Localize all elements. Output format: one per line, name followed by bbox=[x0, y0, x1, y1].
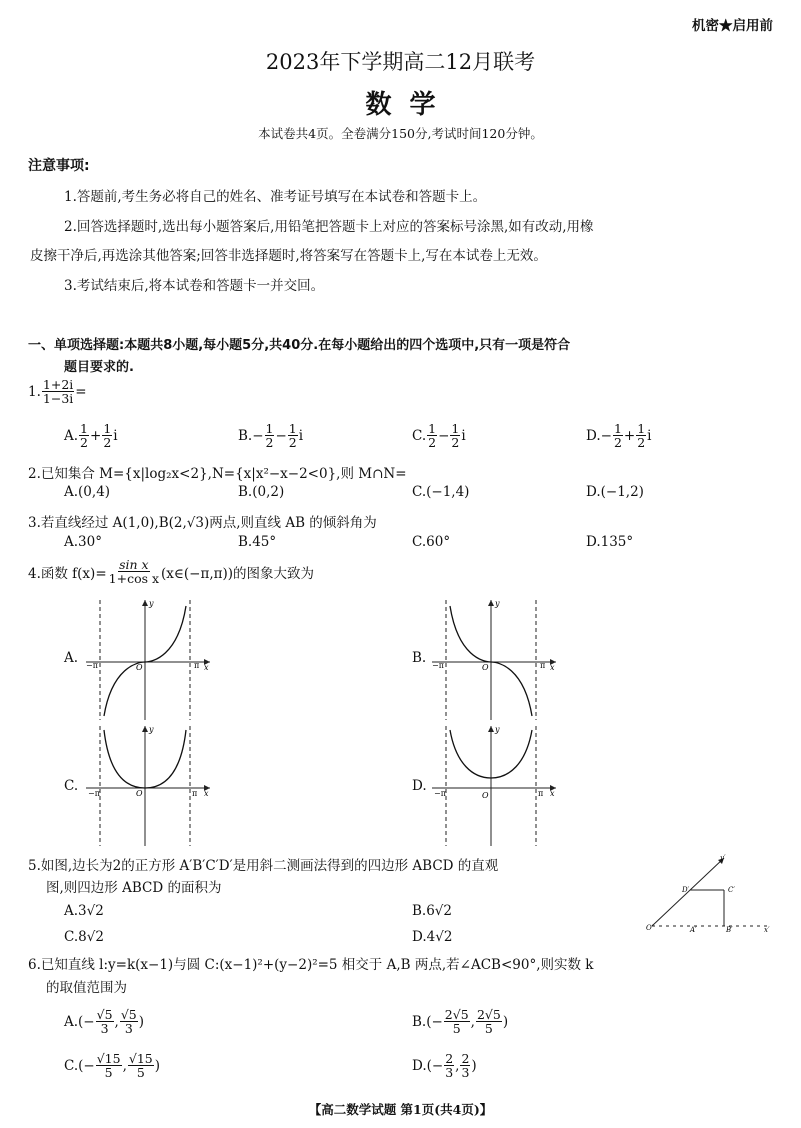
tick-neg-pi: −π bbox=[86, 661, 98, 670]
fig-o-label: O′ bbox=[646, 924, 654, 932]
svg-text:y: y bbox=[149, 725, 154, 734]
q3-option-d[interactable]: D.135° bbox=[586, 534, 634, 550]
notice-item-3: 3.考试结束后,将本试卷和答题卡一并交回。 bbox=[64, 278, 325, 294]
confidential-mark: 机密★启用前 bbox=[692, 18, 773, 34]
q6-option-c[interactable]: C.(− $\frac{√15}{5}$ , $\frac{√15}{5}$ ) bbox=[64, 1051, 161, 1081]
section1-line2: 题目要求的. bbox=[64, 360, 134, 375]
y-axis-label: y bbox=[149, 599, 154, 608]
q5-stem-line1: 5.如图,边长为2的正方形 A′B′C′D′是用斜二测画法得到的四边形 ABCD 的直观 bbox=[28, 858, 499, 874]
q3-option-c[interactable]: C.60° bbox=[412, 534, 451, 550]
q1-number: 1. bbox=[28, 383, 41, 400]
q4-graph-c[interactable] bbox=[82, 724, 222, 848]
fig-x-label: x′ bbox=[764, 926, 770, 934]
x-axis-label: x bbox=[204, 663, 209, 672]
q4-graph-d[interactable] bbox=[428, 724, 568, 848]
q5-option-b[interactable]: B.6√2 bbox=[412, 903, 452, 919]
tick-pi: π bbox=[194, 661, 200, 670]
svg-text:−π: −π bbox=[88, 789, 100, 798]
fig-b-label: B′ bbox=[726, 926, 733, 934]
q1-option-b[interactable]: B.− $\frac{1}{2}$ − $\frac{1}{2}$ i bbox=[238, 421, 304, 451]
svg-text:−π: −π bbox=[434, 789, 446, 798]
subject-title: 数 学 bbox=[365, 90, 436, 120]
q6-option-a[interactable]: A.(− $\frac{√5}{3}$ , $\frac{√5}{3}$ ) bbox=[64, 1007, 145, 1037]
q4-option-d-label[interactable]: D. bbox=[412, 778, 427, 794]
svg-text:y: y bbox=[495, 725, 500, 734]
q6-stem-line1: 6.已知直线 l:y=k(x−1)与圆 C:(x−1)²+(y−2)²=5 相交于 A,B 两点,若∠ACB<90°,则实数 k bbox=[28, 957, 594, 973]
q6-stem-line2: 的取值范围为 bbox=[46, 980, 127, 996]
svg-text:π: π bbox=[540, 661, 546, 670]
svg-text:x: x bbox=[204, 789, 209, 798]
q4-option-a-label[interactable]: A. bbox=[64, 650, 79, 666]
q2-option-b[interactable]: B.(0,2) bbox=[238, 484, 285, 500]
q2-option-d[interactable]: D.(−1,2) bbox=[586, 484, 644, 500]
svg-text:π: π bbox=[538, 789, 544, 798]
fig-a-label: A′ bbox=[690, 926, 697, 934]
q6-option-d[interactable]: D.(− $\frac{2}{3}$ , $\frac{2}{3}$ ) bbox=[412, 1051, 477, 1081]
q2-option-a[interactable]: A.(0,4) bbox=[64, 484, 111, 500]
q4-stem: 4.函数 f(x)= $\frac{\text{sin x}}{\text{1+cos x}}$ (x∈(−π,π))的图象大致为 bbox=[28, 557, 315, 587]
q5-option-a[interactable]: A.3√2 bbox=[64, 903, 104, 919]
svg-text:O: O bbox=[482, 663, 489, 672]
q5-oblique-figure bbox=[640, 848, 780, 940]
fig-y-label: y′ bbox=[720, 854, 726, 862]
q1-option-d[interactable]: D.− $\frac{1}{2}$ + $\frac{1}{2}$ i bbox=[586, 421, 652, 451]
notice-item-2b: 皮擦干净后,再选涂其他答案;回答非选择题时,将答案写在答题卡上,写在本试卷上无效。 bbox=[30, 248, 547, 264]
q3-option-b[interactable]: B.45° bbox=[238, 534, 277, 550]
fig-d-label: D′ bbox=[682, 886, 690, 894]
q4-graph-a[interactable] bbox=[82, 598, 222, 722]
fig-c-label: C′ bbox=[728, 886, 735, 894]
q1-option-c[interactable]: C. $\frac{1}{2}$ − $\frac{1}{2}$ i bbox=[412, 421, 466, 451]
q1-stem: 1. $\frac{1+2i}{1-3i}$ = bbox=[28, 377, 87, 407]
q5-option-c[interactable]: C.8√2 bbox=[64, 929, 104, 945]
q4-fraction: $\frac{\text{sin x}}{\text{1+cos x}}$ bbox=[108, 557, 160, 587]
svg-text:−π: −π bbox=[432, 661, 444, 670]
q1-option-a[interactable]: A. $\frac{1}{2}$ + $\frac{1}{2}$ i bbox=[64, 421, 118, 451]
q4-option-c-label[interactable]: C. bbox=[64, 778, 79, 794]
q3-option-a[interactable]: A.30° bbox=[64, 534, 102, 550]
q1-fraction: $\frac{1+2i}{1-3i}$ bbox=[42, 377, 74, 407]
notice-item-2a: 2.回答选择题时,选出每小题答案后,用铅笔把答题卡上对应的答案标号涂黑,如有改动,用橡 bbox=[64, 219, 594, 235]
svg-text:y: y bbox=[495, 599, 500, 608]
page-footer: 【高二数学试题 第1页(共4页)】 bbox=[308, 1102, 493, 1117]
q3-stem: 3.若直线经过 A(1,0),B(2,√3)两点,则直线 AB 的倾斜角为 bbox=[28, 515, 377, 531]
q6-option-b[interactable]: B.(− $\frac{2√5}{5}$ , $\frac{2√5}{5}$ ) bbox=[412, 1007, 509, 1037]
q4-graph-b[interactable] bbox=[428, 598, 568, 722]
notice-item-1: 1.答题前,考生务必将自己的姓名、准考证号填写在本试卷和答题卡上。 bbox=[64, 189, 487, 205]
svg-text:x: x bbox=[550, 663, 555, 672]
q5-option-d[interactable]: D.4√2 bbox=[412, 929, 453, 945]
svg-text:x: x bbox=[550, 789, 555, 798]
exam-title: 2023年下学期高二12月联考 bbox=[265, 50, 536, 74]
notice-heading: 注意事项: bbox=[28, 158, 90, 174]
exam-info: 本试卷共4页。全卷满分150分,考试时间120分钟。 bbox=[258, 126, 543, 141]
q5-stem-line2: 图,则四边形 ABCD 的面积为 bbox=[46, 880, 222, 896]
origin-label: O bbox=[136, 663, 143, 672]
svg-text:π: π bbox=[192, 789, 198, 798]
svg-text:O: O bbox=[136, 789, 143, 798]
q2-stem: 2.已知集合 M={x|log₂x<2},N={x|x²−x−2<0},则 M∩N= bbox=[28, 466, 407, 482]
svg-text:O: O bbox=[482, 791, 489, 800]
q4-option-b-label[interactable]: B. bbox=[412, 650, 427, 666]
section1-line1: 一、单项选择题:本题共8小题,每小题5分,共40分.在每小题给出的四个选项中,只有一项是符合 bbox=[28, 338, 571, 353]
q2-option-c[interactable]: C.(−1,4) bbox=[412, 484, 470, 500]
